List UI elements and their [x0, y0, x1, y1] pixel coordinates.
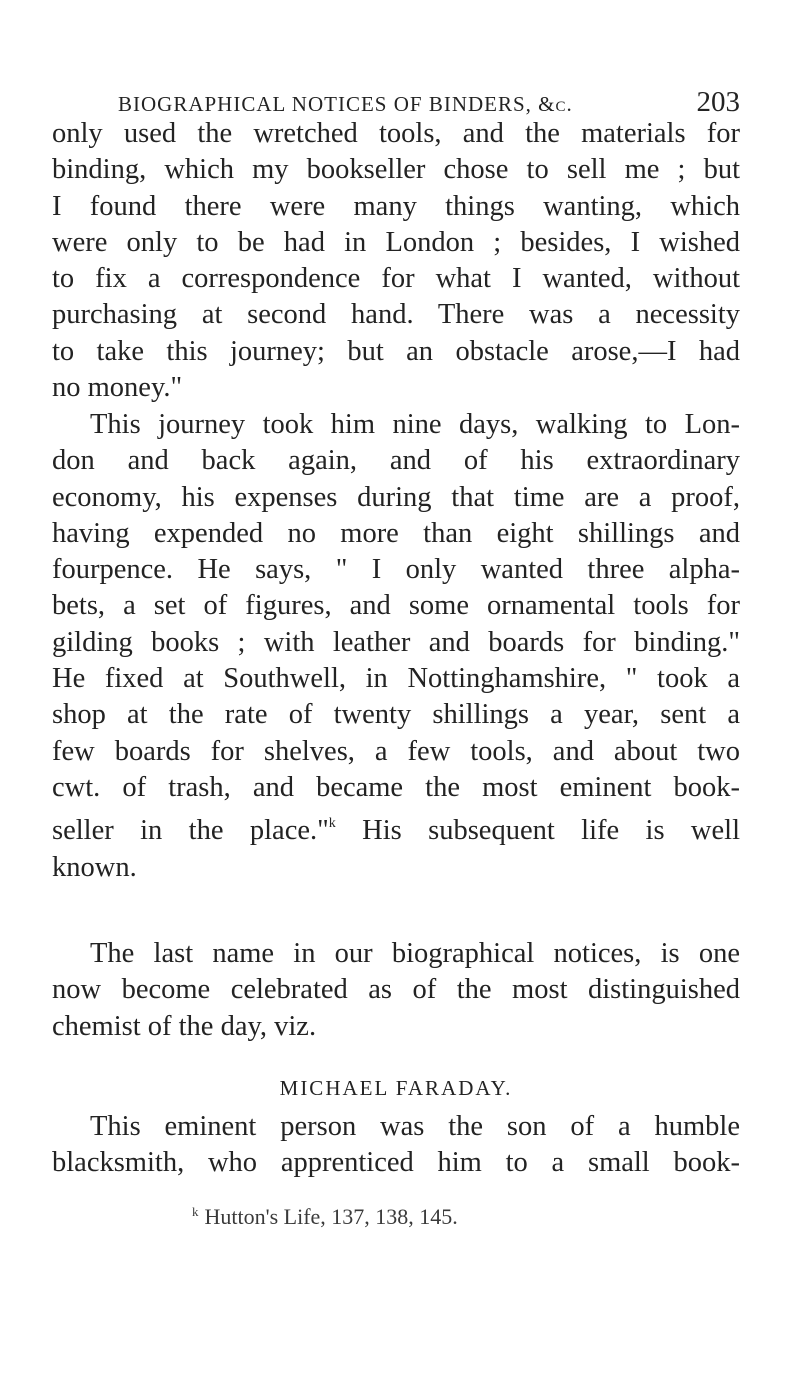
footnote — [192, 1204, 458, 1230]
text-line: This journey took him nine days, walking to Lon- — [90, 409, 740, 440]
text-line: He fixed at Southwell, in Nottinghamshire, " took a — [52, 663, 740, 695]
text-line: cwt. of trash, and became the most eminent book- — [52, 771, 740, 803]
text-line: I found there were many things wanting, which — [52, 190, 740, 222]
section-heading: MICHAEL FARADAY. — [279, 1076, 513, 1100]
text-run: His subsequent life is well — [335, 815, 740, 847]
paragraph-4 — [52, 1109, 740, 1182]
text-line: chemist of the day, viz. — [52, 1010, 317, 1042]
text-line: fourpence. He says, " I only wanted three alpha- — [52, 554, 740, 586]
text-line: no money." — [52, 372, 183, 404]
text-line: having expended no more than eight shillings and — [52, 517, 740, 549]
text-line: shop at the rate of twenty shillings a year, sent a — [52, 699, 740, 731]
text-line: known. — [52, 851, 137, 883]
text-line: The last name in our biographical notices, is one — [90, 938, 740, 969]
text-line: don and back again, and of his extraordinary — [52, 445, 740, 477]
running-title: BIOGRAPHICAL NOTICES OF BINDERS, &c. — [118, 92, 573, 116]
text-line: This eminent person was the son of a humble — [90, 1111, 740, 1142]
text-line: were only to be had in London ; besides, I wished — [52, 226, 740, 258]
text-line — [52, 806, 740, 849]
text-line: bets, a set of figures, and some ornamental tools for — [52, 590, 740, 622]
text-line: only used the wretched tools, and the materials for — [52, 118, 740, 149]
page-number: 203 — [696, 86, 740, 118]
footnote-mark: k — [192, 1204, 199, 1219]
text-run: seller in the place." — [52, 815, 329, 847]
text-line: gilding books ; with leather and boards for binding." — [52, 626, 740, 658]
text-line: economy, his expenses during that time are a proof, — [52, 481, 740, 513]
text-line: binding, which my bookseller chose to sell me ; but — [52, 154, 740, 186]
text-line: now become celebrated as of the most distinguished — [52, 974, 740, 1006]
text-line: to fix a correspondence for what I wanted, without — [52, 263, 740, 295]
footnote-reference: k — [328, 816, 336, 832]
text-line: blacksmith, who apprenticed him to a small book- — [52, 1147, 740, 1179]
text-line: few boards for shelves, a few tools, and about two — [52, 735, 740, 767]
paragraph-1 — [52, 116, 740, 406]
paragraph-2 — [52, 407, 740, 886]
footnote-text: Hutton's Life, 137, 138, 145. — [204, 1204, 458, 1229]
text-line: purchasing at second hand. There was a necessity — [52, 299, 740, 331]
paragraph-3 — [52, 936, 740, 1045]
text-line: to take this journey; but an obstacle arose,—I had — [52, 335, 740, 367]
